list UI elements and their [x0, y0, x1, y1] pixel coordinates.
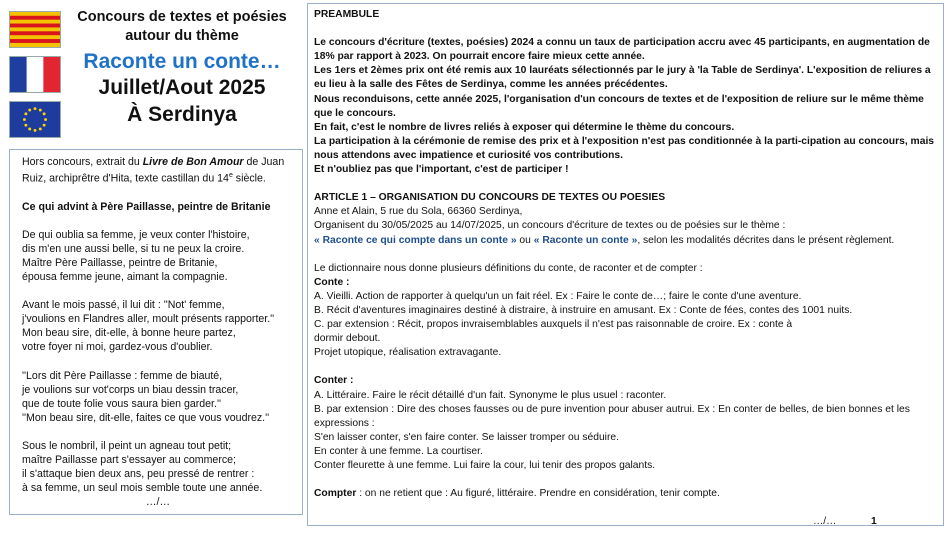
organizers: Anne et Alain, 5 rue du Sola, 66360 Serdinya,	[314, 206, 523, 218]
theme-option-1: « Raconte ce qui compte dans un conte »	[314, 234, 517, 246]
preamble-paragraph: Le concours d'écriture (textes, poésies) 2024 a connu un taux de participation accru avec 45 participants, en augmentation de 18% par rapport à 2023. On pourrait encore faire mieux cette année.	[314, 37, 930, 63]
title-block	[64, 8, 300, 128]
poem-line: il s'attaque bien deux ans, peu pressé de rentrer :	[22, 468, 255, 481]
poem-line: maître Paillasse part s'essayer au commerce;	[22, 454, 236, 467]
poem-panel	[9, 149, 303, 515]
poem-line: votre foyer ni moi, gardez-vous d'oublier.	[22, 341, 213, 354]
theme-option-2: « Raconte un conte »	[533, 234, 638, 246]
definition-line: En conter à une femme. La courtiser.	[314, 445, 483, 457]
definition-line: B. par extension : Dire des choses fausses ou de pure invention pour abuser autrui. Ex : En conter de belles, de bien bonnes et les expressions :	[314, 403, 910, 429]
poem-line: à sa femme, un seul mois semble toute une année.	[22, 482, 263, 495]
poem-line: j'voulions en Flandres aller, moult présents rapporter.''	[22, 313, 275, 326]
definition-line: Conter fleurette à une femme. Lui faire la cour, lui tenir des propos galants.	[314, 460, 656, 471]
book-title: Livre de Bon Amour	[142, 156, 244, 168]
preamble-paragraph: En fait, c'est le nombre de livres reliés à exposer qui détermine le thème du concours.	[314, 121, 735, 133]
definition-line: A. Littéraire. Faire le récit détaillé d'un fait. Synonyme le plus usuel : raconter.	[314, 389, 667, 401]
poem-line: De qui oublia sa femme, je veux conter l'histoire,	[22, 228, 250, 241]
european-flag-icon	[9, 101, 61, 138]
definition-line: dormir debout.	[314, 333, 381, 345]
rules-panel	[307, 3, 944, 526]
catalan-flag-icon	[9, 11, 61, 48]
title-line-2: autour du thème	[125, 28, 239, 44]
poem-line: épousa femme jeune, aimant la compagnie.	[22, 271, 228, 284]
title-line-1: Concours de textes et poésies	[77, 9, 287, 25]
definition-line: Projet utopique, réalisation extravagante.	[314, 347, 502, 359]
poem-heading: Ce qui advint à Père Paillasse, peintre de Britanie	[22, 200, 271, 213]
dates-title: Juillet/Aout 2025	[98, 76, 266, 99]
compter-label: Compter	[314, 488, 357, 500]
theme-line: « Raconte ce qui compte dans un conte » ou « Raconte un conte », selon les modalités décrites dans le présent règlement.	[314, 234, 895, 246]
compter-definition: Compter : on ne retient que : Au figuré, littéraire. Prendre en considération, tenir compte.	[314, 488, 720, 500]
article-title: ARTICLE 1 – ORGANISATION DU CONCOURS DE TEXTES OU POESIES	[314, 192, 666, 204]
continued-marker: …/…	[813, 516, 837, 527]
conter-label: Conter :	[314, 375, 354, 387]
poem-line: Mon beau sire, dit-elle, à bonne heure partez,	[22, 327, 236, 340]
definition-line: A. Vieilli. Action de rapporter à quelqu'un un fait réel. Ex : Faire le conte de…; faire le conte d'une aventure.	[314, 290, 802, 302]
definition-line: B. Récit d'aventures imaginaires destiné à distraire, à instruire en amusant. Ex : Conte de fées, contes des 1001 nuits.	[314, 304, 853, 316]
poem-continued: …/…	[145, 496, 171, 509]
definition-line: S'en laisser conter, s'en faire conter. Se laisser tromper ou séduire.	[314, 431, 619, 443]
poem-line: ''Mon beau sire, dit-elle, faites ce que vous voudrez.''	[22, 411, 270, 424]
intro-text: Hors concours, extrait du Livre de Bon Amour de Juan Ruiz, archiprêtre d'Hita, texte castillan du 14e siècle.	[22, 156, 285, 185]
french-flag-icon	[9, 56, 61, 93]
poem-line: ''Lors dit Père Paillasse : femme de biauté,	[22, 369, 223, 382]
place-title: À Serdinya	[127, 103, 237, 126]
organised-line: Organisent du 30/05/2025 au 14/07/2025, un concours d'écriture de textes ou de poésies sur le thème :	[314, 220, 786, 232]
poem-line: je voulions sur vot'corps un biau dessin tracer,	[22, 383, 239, 396]
poem-line: Sous le nombril, il peint un agneau tout petit;	[22, 439, 232, 452]
preamble-paragraph: La participation à la cérémonie de remise des prix et à l'exposition n'est pas conditionnée à la parti-cipation au concours, mais nous attendons avec impatience et curiosité vos contributions.	[314, 135, 935, 161]
definition-line: C. par extension : Récit, propos invraisemblables auxquels il n'est pas raisonnable de croire. Ex : conte à	[314, 319, 793, 331]
page-number: 1	[871, 516, 877, 527]
poem-line: que de toute folie vous saura bien garder.''	[22, 397, 221, 410]
preamble-paragraph: Et n'oubliez pas que l'important, c'est de participer !	[314, 164, 569, 176]
theme-title: Raconte un conte…	[83, 50, 281, 73]
poem-line: Avant le mois passé, il lui dit : ''Not' femme,	[22, 299, 225, 312]
poem-line: dis m'en une aussi belle, si tu ne peux la croire.	[22, 242, 245, 255]
dictionary-intro: Le dictionnaire nous donne plusieurs définitions du conte, de raconter et de compter :	[314, 262, 703, 274]
preamble-title: PREAMBULE	[314, 9, 380, 20]
preamble-paragraph: Les 1ers et 2èmes prix ont été remis aux 10 lauréats sélectionnés par le jury à 'la Table de Serdinya'. L'exposition de reliures a eu lieu à la salle des Fêtes de Serdinya, comme les années précédentes.	[314, 65, 931, 91]
preamble-paragraph: Nous reconduisons, cette année 2025, l'organisation d'un concours de textes et de l'exposition de reliure sur le même thème que le concours.	[314, 93, 924, 119]
conte-label: Conte :	[314, 276, 350, 288]
poem-line: Maître Père Paillasse, peintre de Britanie,	[22, 257, 218, 269]
